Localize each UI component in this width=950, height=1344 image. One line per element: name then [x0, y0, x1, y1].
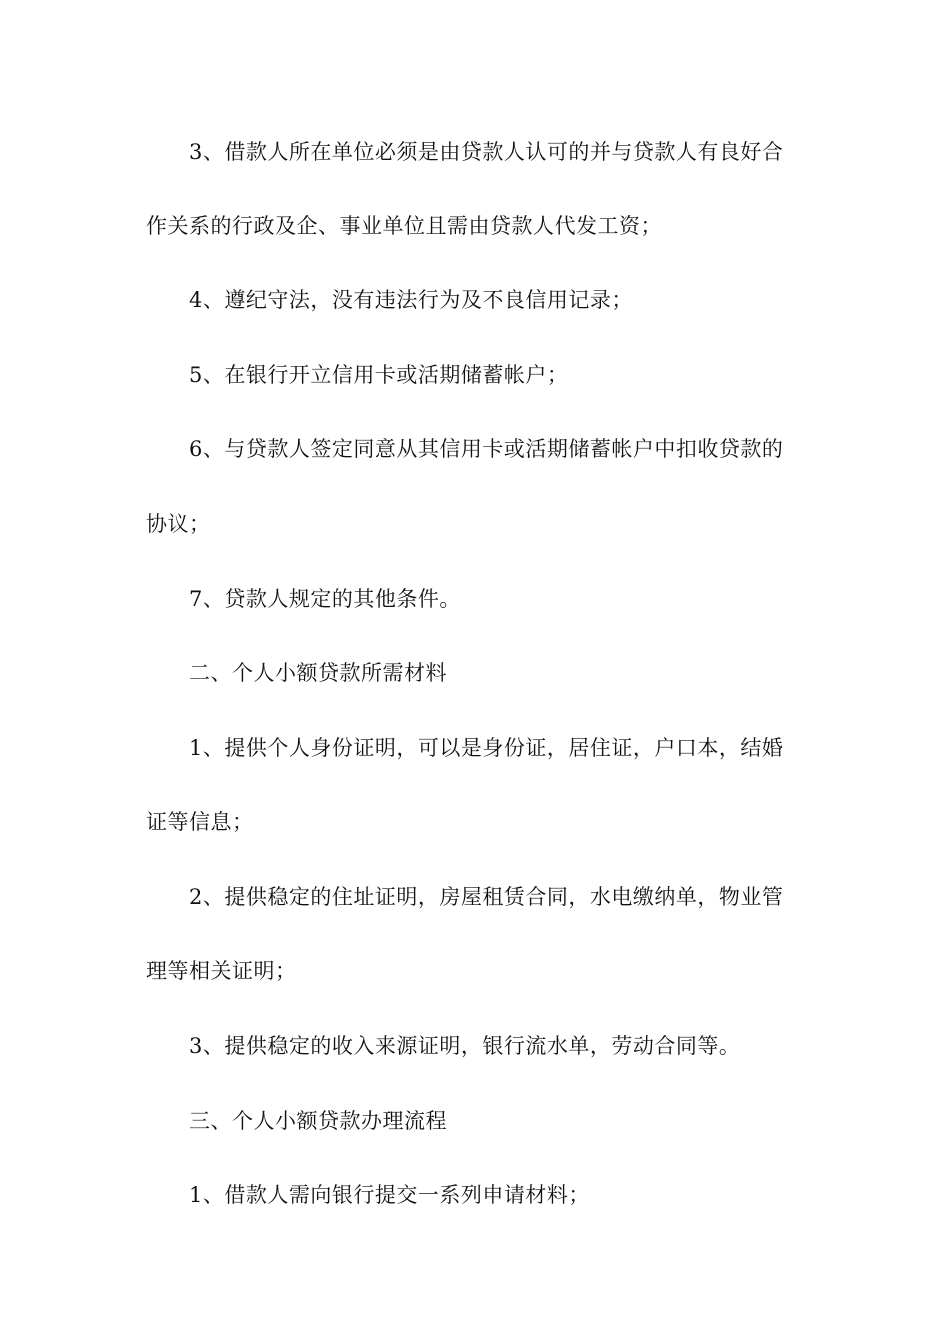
paragraph-line: 6、与贷款人签定同意从其信用卡或活期储蓄帐户中扣收贷款的 — [189, 437, 784, 461]
section-heading: 三、个人小额贷款办理流程 — [189, 1109, 447, 1133]
paragraph-line: 协议； — [146, 512, 211, 536]
paragraph-line: 4、遵纪守法，没有违法行为及不良信用记录； — [189, 288, 633, 312]
paragraph-line: 理等相关证明； — [146, 959, 297, 983]
section-heading: 二、个人小额贷款所需材料 — [189, 661, 447, 685]
paragraph-line: 5、在银行开立信用卡或活期储蓄帐户； — [189, 363, 569, 387]
paragraph-line: 2、提供稳定的住址证明，房屋租赁合同，水电缴纳单，物业管 — [189, 885, 784, 909]
paragraph-line: 3、借款人所在单位必须是由贷款人认可的并与贷款人有良好合 — [189, 140, 784, 164]
paragraph-line: 1、借款人需向银行提交一系列申请材料； — [189, 1183, 590, 1207]
paragraph-line: 作关系的行政及企、事业单位且需由贷款人代发工资； — [146, 214, 662, 238]
paragraph-line: 3、提供稳定的收入来源证明，银行流水单，劳动合同等。 — [189, 1034, 741, 1058]
paragraph-line: 证等信息； — [146, 810, 254, 834]
paragraph-line: 1、提供个人身份证明，可以是身份证，居住证，户口本，结婚 — [189, 736, 784, 760]
paragraph-line: 7、贷款人规定的其他条件。 — [189, 587, 461, 611]
